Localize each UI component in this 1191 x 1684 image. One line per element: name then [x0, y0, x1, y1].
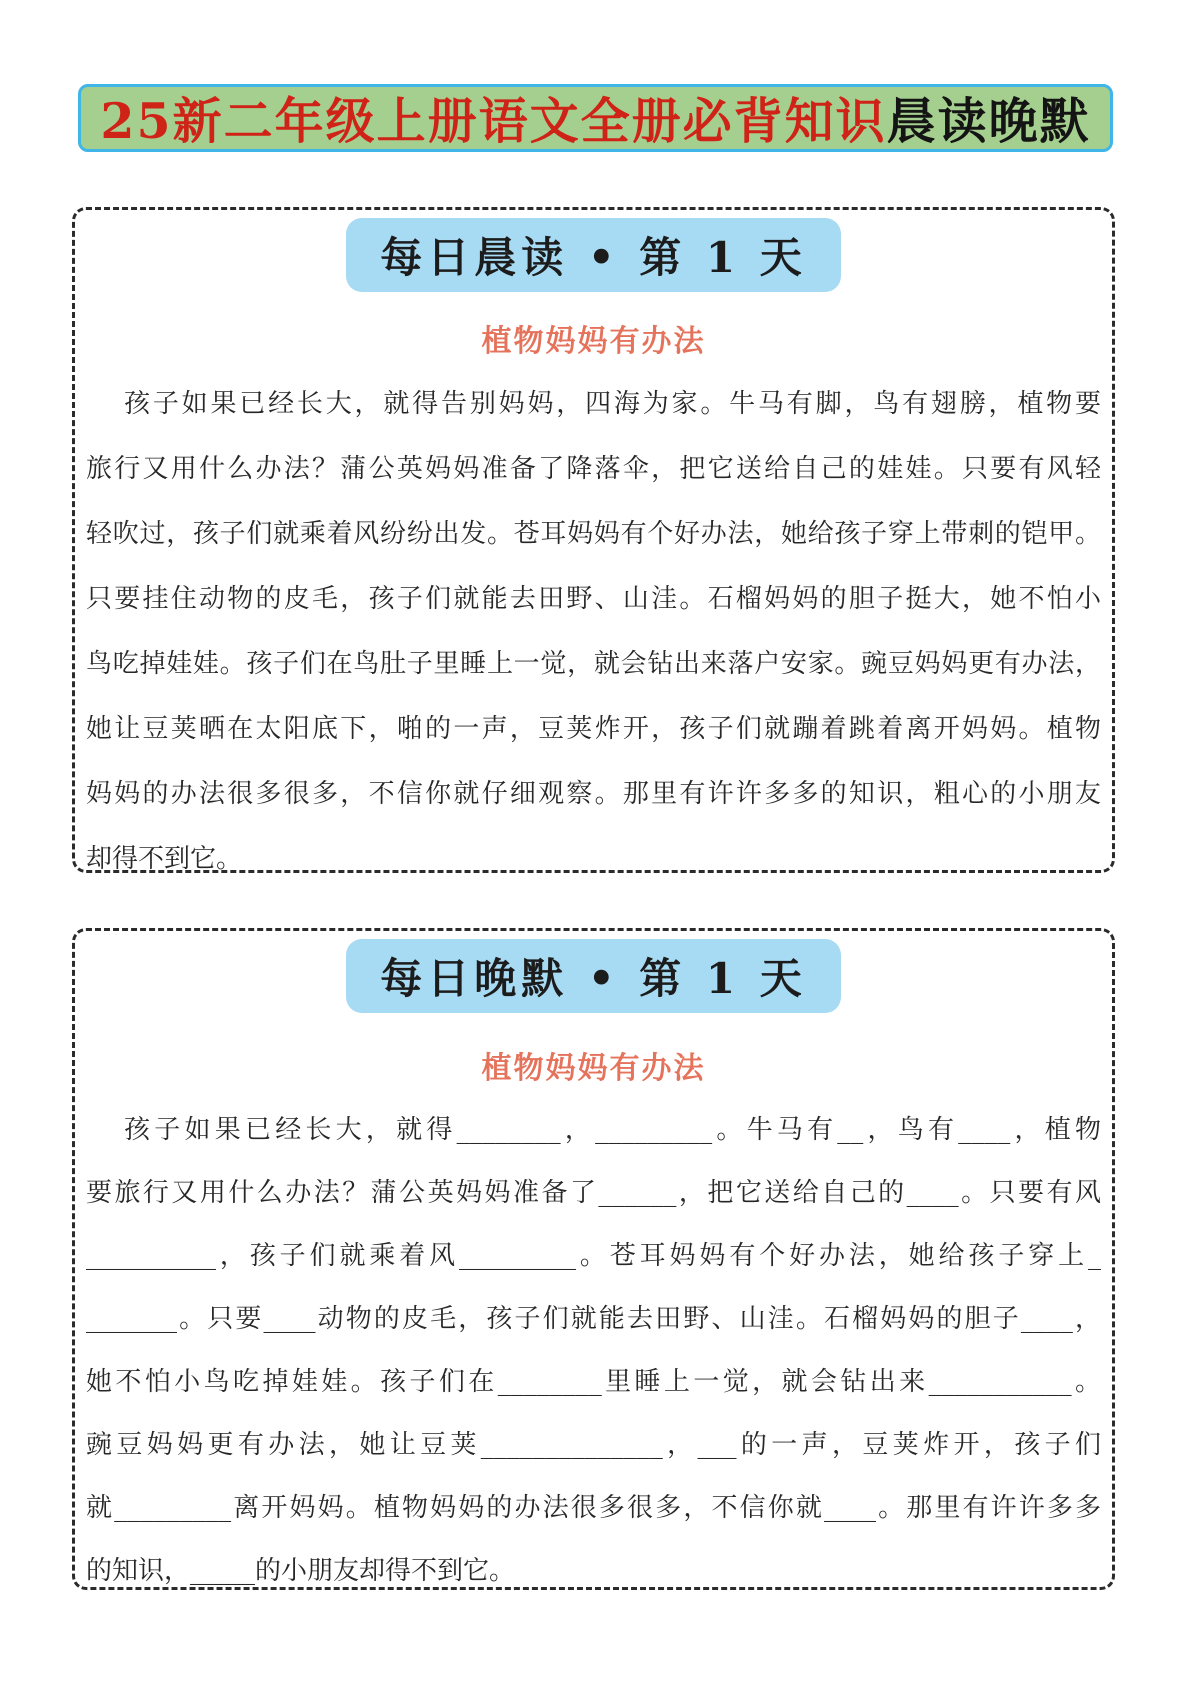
evening-badge: 每日晚默 • 第 1 天 [346, 939, 841, 1013]
paragraph-line: 轻吹过，孩子们就乘着风纷纷出发。苍耳妈妈有个好办法，她给孩子穿上带刺的铠甲。 [86, 519, 1101, 549]
morning-article-title: 植物妈妈有办法 [481, 324, 706, 359]
evening-article-title: 植物妈妈有办法 [481, 1051, 706, 1086]
paragraph-line-with-blanks: __________，孩子们就乘着风_________。苍耳妈妈有个好办法，她给孩子穿上_ [86, 1241, 1101, 1271]
paragraph-line: 鸟吃掉娃娃。孩子们在鸟肚子里睡上一觉，就会钻出来落户安家。豌豆妈妈更有办法， [86, 649, 1101, 679]
paragraph-line-with-blanks: 要旅行又用什么办法？蒲公英妈妈准备了______，把它送给自己的____。只要有风 [86, 1178, 1101, 1208]
header-title-red: 25新二年级上册语文全册必背知识 [100, 92, 887, 150]
paragraph-line: 孩子如果已经长大，就得告别妈妈，四海为家。牛马有脚，鸟有翅膀，植物要 [124, 389, 1101, 419]
header-title-black: 晨读晚默 [886, 92, 1091, 150]
paragraph-line: 只要挂住动物的皮毛，孩子们就能去田野、山洼。石榴妈妈的胆子挺大，她不怕小 [86, 584, 1101, 614]
paragraph-line-with-blanks: 豌豆妈妈更有办法，她让豆荚______________，___的一声，豆荚炸开，孩子们 [86, 1430, 1101, 1460]
paragraph-line: 她让豆荚晒在太阳底下，啪的一声，豆荚炸开，孩子们就蹦着跳着离开妈妈。植物 [86, 714, 1101, 744]
morning-badge: 每日晨读 • 第 1 天 [346, 218, 841, 292]
morning-reading-card [72, 207, 1115, 873]
evening-dictation-card [72, 928, 1115, 1590]
morning-paragraph [75, 372, 1112, 892]
paragraph-line-with-blanks: 就_________离开妈妈。植物妈妈的办法很多很多，不信你就____。那里有许许多多 [86, 1493, 1101, 1523]
paragraph-line-with-blanks: 的知识，_____的小朋友却得不到它。 [86, 1556, 516, 1586]
paragraph-line: 妈妈的办法很多很多，不信你就仔细观察。那里有许许多多的知识，粗心的小朋友 [86, 779, 1101, 809]
paragraph-line-with-blanks: 她不怕小鸟吃掉娃娃。孩子们在________里睡上一觉，就会钻出来___________。 [86, 1367, 1101, 1397]
paragraph-line: 旅行又用什么办法？蒲公英妈妈准备了降落伞，把它送给自己的娃娃。只要有风轻 [86, 454, 1101, 484]
paragraph-line: 却得不到它。 [86, 844, 243, 874]
evening-paragraph [75, 1099, 1112, 1603]
paragraph-line-with-blanks: 孩子如果已经长大，就得________，_________。牛马有__，鸟有____，植物 [124, 1115, 1101, 1145]
header-banner [78, 84, 1113, 152]
paragraph-line-with-blanks: _______。只要____动物的皮毛，孩子们就能去田野、山洼。石榴妈妈的胆子____， [86, 1304, 1101, 1334]
